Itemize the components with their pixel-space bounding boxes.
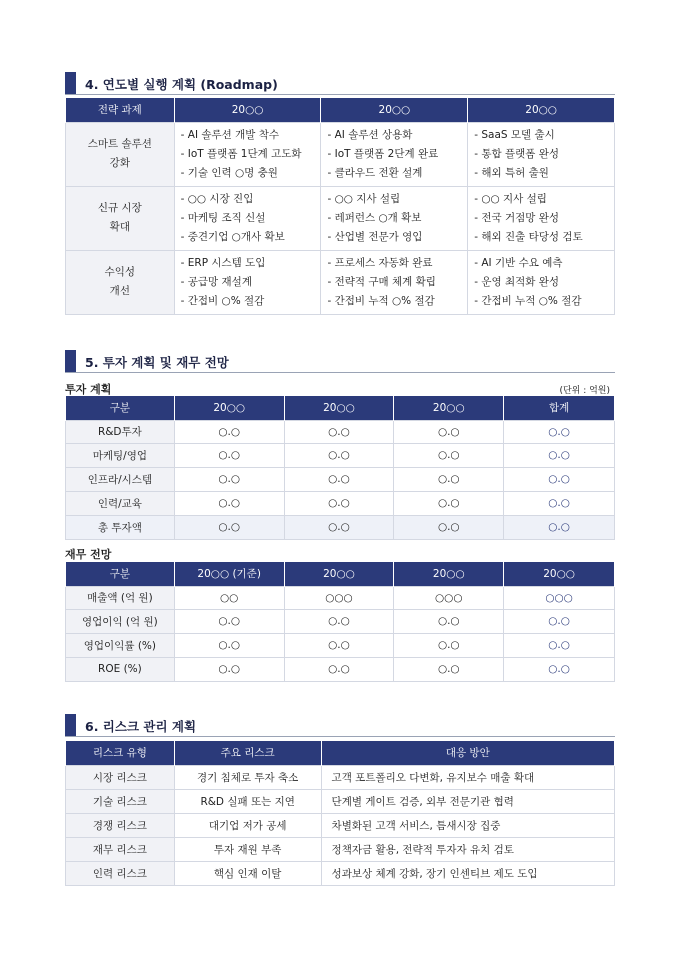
plan-cell: - ERP 시스템 도입 - 공급망 재설계 - 간접비 ○% 절감	[174, 250, 321, 314]
risk-response: 차별화된 고객 서비스, 틈새시장 집중	[321, 813, 614, 837]
risk-response: 성과보상 체계 강화, 장기 인센티브 제도 도입	[321, 861, 614, 885]
table-row	[66, 789, 615, 813]
task-label: 수익성 개선	[66, 250, 175, 314]
value-cell: ○.○	[174, 467, 284, 491]
plan-cell: - ○○ 시장 진입 - 마케팅 조직 신설 - 중견기업 ○개사 확보	[174, 186, 321, 250]
financial-forecast-table	[65, 562, 615, 682]
header-year-3: 20○○	[468, 98, 615, 122]
table-row	[66, 186, 615, 250]
value-cell: ○○○	[284, 586, 394, 609]
value-cell: ○.○	[174, 515, 284, 539]
plan-cell: - ○○ 지사 설립 - 전국 거점망 완성 - 해외 진출 타당성 검토	[468, 186, 615, 250]
header-year-1: 20○○	[174, 98, 321, 122]
risk-type: 시장 리스크	[66, 765, 175, 789]
value-cell: ○.○	[394, 467, 504, 491]
row-label: 인프라/시스템	[66, 467, 175, 491]
value-cell: ○.○	[284, 420, 394, 443]
table-row	[66, 122, 615, 186]
risk-description: R&D 실패 또는 지연	[174, 789, 321, 813]
risk-description: 대기업 저가 공세	[174, 813, 321, 837]
row-label: 영업이익 (억 원)	[66, 609, 175, 633]
row-label: 마케팅/영업	[66, 443, 175, 467]
value-cell: ○.○	[284, 491, 394, 515]
table-row	[66, 443, 615, 467]
risk-table	[65, 741, 615, 886]
table-row	[66, 633, 615, 657]
table-row	[66, 586, 615, 609]
value-cell: ○.○	[504, 609, 615, 633]
section-marker	[65, 350, 76, 372]
table-row	[66, 861, 615, 885]
value-cell: ○○○	[394, 586, 504, 609]
table-row	[66, 467, 615, 491]
value-cell: ○.○	[394, 515, 504, 539]
row-label: ROE (%)	[66, 657, 175, 681]
value-cell: ○.○	[174, 443, 284, 467]
value-cell: ○.○	[504, 657, 615, 681]
table-row	[66, 837, 615, 861]
row-label: 인력/교육	[66, 491, 175, 515]
value-cell: ○.○	[284, 515, 394, 539]
header-category: 구분	[66, 562, 175, 586]
value-cell: ○.○	[394, 443, 504, 467]
unit-label: (단위 : 억원)	[559, 386, 610, 396]
value-cell: ○○	[174, 586, 284, 609]
roadmap-table	[65, 98, 615, 315]
row-label: R&D투자	[66, 420, 175, 443]
table-row	[66, 250, 615, 314]
value-cell: ○.○	[504, 633, 615, 657]
header-year: 20○○ (기준)	[174, 562, 284, 586]
section-heading: 5. 투자 계획 및 재무 전망	[85, 355, 229, 370]
risk-type: 경쟁 리스크	[66, 813, 175, 837]
investment-plan-table	[65, 396, 615, 540]
header-year: 20○○	[504, 562, 615, 586]
header-main-risk: 주요 리스크	[174, 741, 321, 765]
table-row	[66, 765, 615, 789]
value-cell: ○.○	[394, 609, 504, 633]
header-category: 구분	[66, 396, 175, 420]
risk-response: 정책자금 활용, 전략적 투자자 유치 검토	[321, 837, 614, 861]
risk-type: 재무 리스크	[66, 837, 175, 861]
value-cell: ○.○	[174, 420, 284, 443]
value-cell: ○.○	[174, 633, 284, 657]
plan-cell: - ○○ 지사 설립 - 레퍼런스 ○개 확보 - 산업별 전문가 영입	[321, 186, 468, 250]
risk-response: 단계별 게이트 검증, 외부 전문기관 협력	[321, 789, 614, 813]
section-title-risk	[65, 714, 615, 737]
section-heading: 4. 연도별 실행 계획 (Roadmap)	[85, 77, 278, 92]
table-row	[66, 813, 615, 837]
row-label: 총 투자액	[66, 515, 175, 539]
subheading-investment-plan: 투자 계획	[65, 383, 112, 396]
value-cell: ○.○	[284, 657, 394, 681]
header-year: 20○○	[394, 396, 504, 420]
risk-type: 기술 리스크	[66, 789, 175, 813]
value-cell: ○.○	[394, 491, 504, 515]
section-marker	[65, 72, 76, 94]
table-row	[66, 609, 615, 633]
risk-description: 투자 재원 부족	[174, 837, 321, 861]
table-row	[66, 420, 615, 443]
risk-description: 핵심 인재 이탈	[174, 861, 321, 885]
plan-cell: - AI 솔루션 개발 착수 - IoT 플랫폼 1단계 고도화 - 기술 인력 ○명 충원	[174, 122, 321, 186]
plan-cell: - SaaS 모델 출시 - 통합 플랫폼 완성 - 해외 특허 출원	[468, 122, 615, 186]
risk-description: 경기 침체로 투자 축소	[174, 765, 321, 789]
header-total: 합계	[504, 396, 615, 420]
section-title-investment	[65, 350, 615, 373]
value-cell: ○.○	[284, 467, 394, 491]
header-year: 20○○	[284, 562, 394, 586]
task-label: 스마트 솔루션 강화	[66, 122, 175, 186]
task-label: 신규 시장 확대	[66, 186, 175, 250]
header-year: 20○○	[284, 396, 394, 420]
header-task: 전략 과제	[66, 98, 175, 122]
table-row-total	[66, 515, 615, 539]
value-cell: ○.○	[174, 657, 284, 681]
value-cell: ○.○	[284, 443, 394, 467]
table-row	[66, 657, 615, 681]
table-row	[66, 491, 615, 515]
value-cell: ○.○	[394, 633, 504, 657]
row-label: 영업이익률 (%)	[66, 633, 175, 657]
header-year-2: 20○○	[321, 98, 468, 122]
total-cell: ○.○	[504, 443, 615, 467]
section-title-roadmap	[65, 72, 615, 95]
header-response: 대응 방안	[321, 741, 614, 765]
value-cell: ○○○	[504, 586, 615, 609]
total-cell: ○.○	[504, 491, 615, 515]
header-year: 20○○	[394, 562, 504, 586]
value-cell: ○.○	[284, 633, 394, 657]
total-cell: ○.○	[504, 420, 615, 443]
plan-cell: - 프로세스 자동화 완료 - 전략적 구매 체계 확립 - 간접비 누적 ○% 절감	[321, 250, 468, 314]
value-cell: ○.○	[394, 657, 504, 681]
header-risk-type: 리스크 유형	[66, 741, 175, 765]
header-year: 20○○	[174, 396, 284, 420]
value-cell: ○.○	[284, 609, 394, 633]
subheading-financial-forecast: 재무 전망	[65, 548, 112, 561]
risk-type: 인력 리스크	[66, 861, 175, 885]
section-heading: 6. 리스크 관리 계획	[85, 719, 197, 734]
risk-response: 고객 포트폴리오 다변화, 유지보수 매출 확대	[321, 765, 614, 789]
row-label: 매출액 (억 원)	[66, 586, 175, 609]
value-cell: ○.○	[174, 609, 284, 633]
total-cell: ○.○	[504, 515, 615, 539]
plan-cell: - AI 솔루션 상용화 - IoT 플랫폼 2단계 완료 - 클라우드 전환 설계	[321, 122, 468, 186]
value-cell: ○.○	[174, 491, 284, 515]
value-cell: ○.○	[394, 420, 504, 443]
section-marker	[65, 714, 76, 736]
total-cell: ○.○	[504, 467, 615, 491]
plan-cell: - AI 기반 수요 예측 - 운영 최적화 완성 - 간접비 누적 ○% 절감	[468, 250, 615, 314]
